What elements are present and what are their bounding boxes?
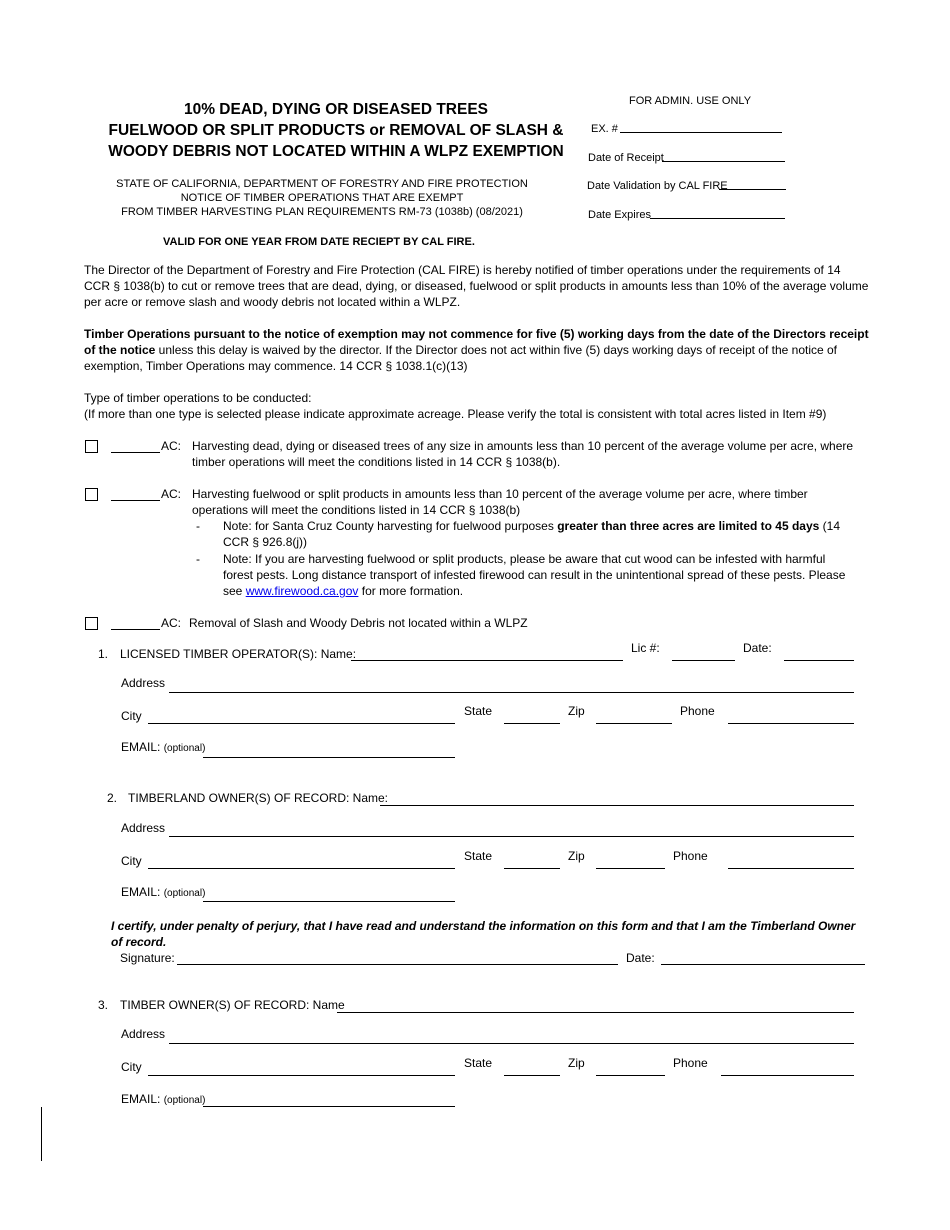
note-1-bold: greater than three acres are limited to 45 days — [557, 519, 820, 533]
option-1-description — [192, 438, 862, 470]
form-title-line-1: 10% DEAD, DYING OR DISEASED TREES — [183, 101, 489, 118]
commencement-bold: Timber Operations pursuant to the notice of exemption may not commence for five (5) working days from the date of the Directors receipt of the notice — [84, 327, 869, 357]
to-phone-field[interactable] — [721, 1075, 854, 1076]
lto-date-field[interactable] — [784, 660, 854, 661]
tlo-state-field[interactable] — [504, 868, 560, 869]
date-expires-label: Date Expires — [588, 209, 651, 221]
ex-number-field[interactable] — [620, 132, 782, 133]
to-email-field[interactable] — [203, 1106, 455, 1107]
commencement-paragraph — [84, 326, 869, 374]
to-name-field[interactable] — [337, 1012, 854, 1013]
to-phone-label: Phone — [673, 1056, 708, 1070]
margin-bar — [41, 1107, 42, 1161]
lto-date-label: Date: — [743, 641, 772, 655]
lto-zip-label: Zip — [568, 704, 585, 718]
signature-date-field[interactable] — [661, 964, 865, 965]
note-2-bullet: - — [196, 552, 200, 566]
section-1-number: 1. — [98, 647, 109, 661]
option-2-description — [192, 486, 862, 518]
lto-email-label — [121, 739, 205, 757]
certification-statement: I certify, under penalty of perjury, that I have read and understand the information on this form and that I am the Timberland Owner of record. — [111, 919, 856, 949]
notice-line: NOTICE OF TIMBER OPERATIONS THAT ARE EXEMPT — [180, 192, 464, 204]
lto-state-label: State — [464, 704, 493, 718]
to-state-field[interactable] — [504, 1075, 560, 1076]
date-validation-field[interactable] — [719, 189, 786, 190]
lto-city-label: City — [121, 709, 142, 723]
signature-field[interactable] — [177, 964, 618, 965]
section-3-number: 3. — [98, 998, 109, 1012]
tlo-email-optional: (optional) — [163, 888, 206, 899]
to-address-label: Address — [121, 1027, 166, 1041]
firewood-link[interactable]: www.firewood.ca.gov — [245, 584, 359, 598]
form-title-line-2: FUELWOOD OR SPLIT PRODUCTS or REMOVAL OF SLASH & — [108, 122, 564, 139]
tlo-city-label: City — [121, 854, 142, 868]
lic-number-label: Lic #: — [631, 641, 660, 655]
note-2 — [223, 551, 853, 599]
tlo-state-label: State — [464, 849, 493, 863]
tlo-phone-field[interactable] — [728, 868, 854, 869]
note-2-text: Note: If you are harvesting fuelwood or split products, please be aware that cut wood can be infested with harmful forest pests. Long distance transport of infested firewood can result in the unintentional spread of these pests. Please see — [223, 552, 846, 598]
operations-type-heading: Type of timber operations to be conducted: — [84, 391, 312, 405]
option-2-checkbox[interactable] — [85, 488, 98, 501]
option-1-ac-label: AC: — [161, 439, 182, 453]
signature-date-label: Date: — [626, 951, 655, 965]
section-1-title: LICENSED TIMBER OPERATOR(S): Name: — [120, 647, 357, 661]
tlo-address-field[interactable] — [169, 836, 854, 837]
tlo-zip-label: Zip — [568, 849, 585, 863]
to-email-text: EMAIL: — [121, 1092, 161, 1106]
option-3-description: Removal of Slash and Woody Debris not located within a WLPZ — [189, 616, 528, 630]
lto-state-field[interactable] — [504, 723, 560, 724]
lic-number-field[interactable] — [672, 660, 735, 661]
to-email-optional: (optional) — [163, 1095, 206, 1106]
to-city-field[interactable] — [148, 1075, 455, 1076]
lto-city-field[interactable] — [148, 723, 455, 724]
note-1-bullet: - — [196, 519, 200, 533]
section-2-title: TIMBERLAND OWNER(S) OF RECORD: Name: — [128, 791, 389, 805]
option-3-acreage-field[interactable] — [111, 629, 160, 630]
to-address-field[interactable] — [169, 1043, 854, 1044]
tlo-email-field[interactable] — [203, 901, 455, 902]
form-number-line: FROM TIMBER HARVESTING PLAN REQUIREMENTS RM-73 (1038b) (08/2021) — [121, 206, 523, 218]
note-1 — [223, 518, 853, 550]
note-1-citation: (14 CCR § 926.8(j)) — [223, 519, 840, 549]
option-1-checkbox[interactable] — [85, 440, 98, 453]
section-3-title: TIMBER OWNER(S) OF RECORD: Name — [120, 998, 345, 1012]
section-2-number: 2. — [107, 791, 118, 805]
tlo-zip-field[interactable] — [596, 868, 665, 869]
operations-type-instructions: (If more than one type is selected please indicate approximate acreage. Please verify the total is consistent with total acres listed in Item #9) — [84, 407, 827, 421]
tlo-address-label: Address — [121, 821, 166, 835]
option-2-text: Harvesting fuelwood or split products in amounts less than 10 percent of the average volume per acre, where timber operations will meet the conditions listed in 14 CCR § 1038(b) — [192, 487, 808, 517]
option-3-ac-label: AC: — [161, 616, 182, 630]
to-zip-label: Zip — [568, 1056, 585, 1070]
intro-paragraph: The Director of the Department of Forestry and Fire Protection (CAL FIRE) is hereby notified of timber operations under the requirements of 14 CCR § 1038(b) to cut or remove trees that are dead, dying, or diseased, fuelwood or split products in amounts less than 10% of the average volume per acre or remove slash and woody debris not located within a WLPZ. — [84, 263, 869, 309]
tlo-phone-label: Phone — [673, 849, 708, 863]
to-city-label: City — [121, 1060, 142, 1074]
tlo-city-field[interactable] — [148, 868, 455, 869]
note-2-tail: for more formation. — [358, 584, 464, 598]
lto-name-field[interactable] — [351, 660, 623, 661]
lto-zip-field[interactable] — [596, 723, 672, 724]
option-2-acreage-field[interactable] — [111, 500, 160, 501]
commencement-rest: unless this delay is waived by the director. If the Director does not act within five (5) days working days of receipt of the notice of exemption, Timber Operations may commence. 14 CCR § 1038.1(c)(13) — [84, 343, 838, 373]
option-1-text: Harvesting dead, dying or diseased trees of any size in amounts less than 10 percent of the average volume per acre, where timber operations will meet the conditions listed in 14 CCR § 1038(b). — [192, 439, 854, 469]
date-receipt-field[interactable] — [662, 161, 785, 162]
option-3-checkbox[interactable] — [85, 617, 98, 630]
admin-heading: FOR ADMIN. USE ONLY — [629, 95, 752, 107]
tlo-email-label — [121, 884, 205, 902]
lto-phone-label: Phone — [680, 704, 715, 718]
to-state-label: State — [464, 1056, 493, 1070]
date-validation-label: Date Validation by CAL FIRE — [587, 180, 728, 192]
lto-email-optional: (optional) — [163, 743, 206, 754]
lto-phone-field[interactable] — [728, 723, 854, 724]
tlo-name-field[interactable] — [380, 805, 854, 806]
lto-email-field[interactable] — [203, 757, 455, 758]
ex-number-label: EX. # — [591, 123, 618, 135]
lto-address-label: Address — [121, 676, 166, 690]
date-expires-field[interactable] — [650, 218, 785, 219]
to-zip-field[interactable] — [596, 1075, 665, 1076]
option-1-acreage-field[interactable] — [111, 452, 160, 453]
validity-note: VALID FOR ONE YEAR FROM DATE RECIEPT BY CAL FIRE. — [163, 236, 475, 248]
tlo-email-text: EMAIL: — [121, 885, 161, 899]
note-1-text: Note: for Santa Cruz County harvesting for fuelwood purposes — [223, 519, 558, 533]
date-receipt-label: Date of Receipt — [588, 152, 664, 164]
to-email-label — [121, 1091, 205, 1109]
form-title-line-3: WOODY DEBRIS NOT LOCATED WITHIN A WLPZ EXEMPTION — [108, 143, 564, 160]
lto-email-text: EMAIL: — [121, 740, 161, 754]
lto-address-field[interactable] — [169, 692, 854, 693]
agency-line: STATE OF CALIFORNIA, DEPARTMENT OF FORESTRY AND FIRE PROTECTION — [116, 178, 528, 190]
signature-label: Signature: — [120, 951, 175, 965]
option-2-ac-label: AC: — [161, 487, 182, 501]
